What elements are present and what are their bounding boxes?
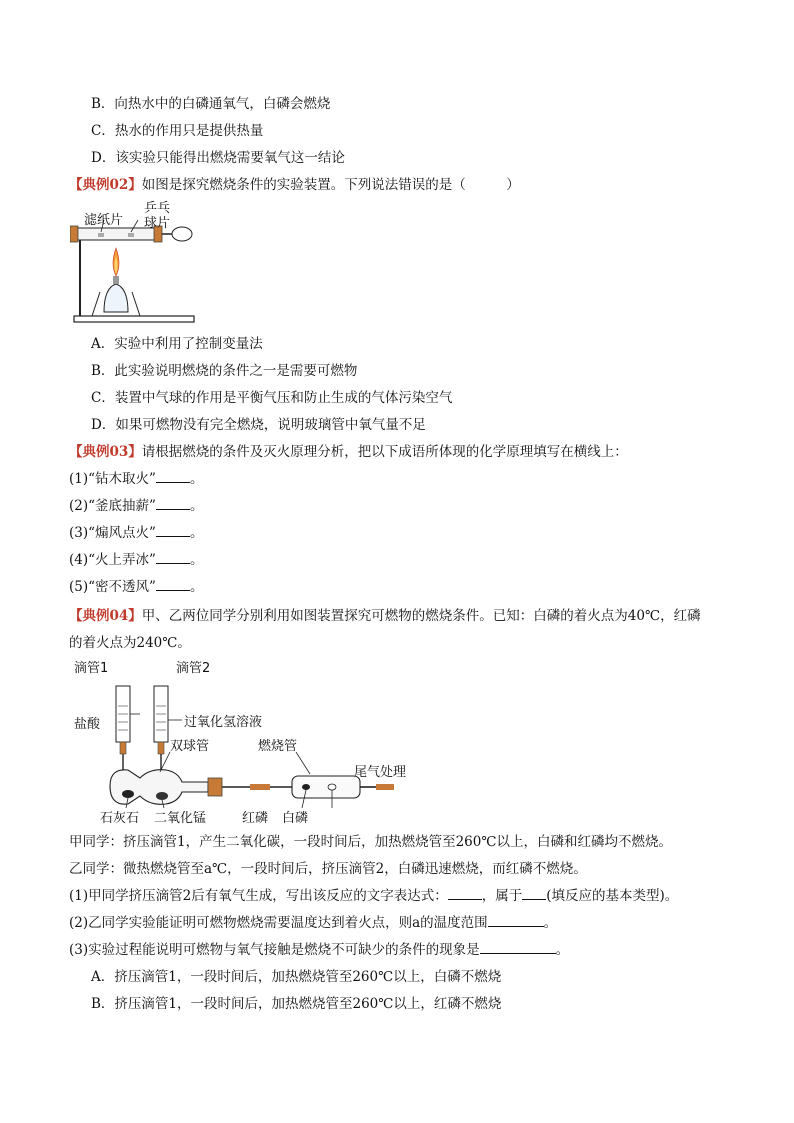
q04-part-3-end: 。 [555, 942, 570, 958]
q03-item-5-text: (5)“密不透风” [69, 579, 156, 595]
q04-part-2 [69, 914, 557, 932]
q03-item-1-end: 。 [189, 471, 204, 487]
q03-item-2-end: 。 [189, 498, 204, 514]
q02-apparatus-figure [70, 200, 200, 328]
q04-fig-h2o2: 过氧化氢溶液 [184, 715, 263, 730]
q02-tag: 【典例02】 [69, 177, 142, 193]
q02-fig-label-filter: 滤纸片 [84, 213, 124, 228]
q04-part-1-text-a: (1)甲同学挤压滴管2后有氧气生成，写出该反应的文字表达式： [69, 888, 448, 904]
q03-item-5 [69, 578, 203, 596]
q04-yi: 乙同学：微热燃烧管至a℃，一段时间后，挤压滴管2，白磷迅速燃烧，而红磷不燃烧。 [69, 861, 587, 877]
q04-option-a: A．挤压滴管1，一段时间后，加热燃烧管至260℃以上，白磷不燃烧 [91, 969, 502, 985]
q03-item-3-end: 。 [189, 525, 204, 541]
q04-fig-white-p: 白磷 [282, 811, 309, 826]
q04-fig-limestone: 石灰石 [100, 811, 140, 826]
q04-fig-red-p: 红磷 [242, 811, 269, 826]
q04-stem-line-2: 的着火点为240℃。 [69, 635, 191, 651]
q04-fig-dropper2: 滴管2 [176, 661, 211, 676]
q04-stem-1: 甲、乙两位同学分别利用如图装置探究可燃物的燃烧条件。已知：白磷的着火点为40℃，红磷 [141, 608, 701, 624]
q04-fig-double-bulb: 双球管 [170, 739, 210, 754]
q02-option-b: B．此实验说明燃烧的条件之一是需要可燃物 [91, 363, 358, 379]
q03-stem-line [69, 443, 628, 461]
q03-item-4 [69, 551, 203, 569]
q02-stem-line [69, 176, 520, 194]
q03-item-2 [69, 497, 203, 515]
q02-option-d: D．如果可燃物没有完全燃烧，说明玻璃管中氧气量不足 [91, 417, 426, 433]
q01-option-c: C．热水的作用只是提供热量 [91, 123, 264, 139]
q04-option-b: B．挤压滴管1，一段时间后，加热燃烧管至260℃以上，红磷不燃烧 [91, 996, 502, 1012]
q03-stem: 请根据燃烧的条件及灭火原理分析，把以下成语所体现的化学原理填写在横线上： [141, 444, 628, 460]
q03-blank-4[interactable] [156, 551, 190, 564]
q04-blank-3[interactable] [480, 941, 556, 954]
q04-part-2-text: (2)乙同学实验能证明可燃物燃烧需要温度达到着火点，则a的温度范围 [69, 915, 488, 931]
q04-fig-mno2: 二氧化锰 [154, 811, 207, 826]
q03-item-3 [69, 524, 203, 542]
q04-part-3-text: (3)实验过程能说明可燃物与氧气接触是燃烧不可缺少的条件的现象是 [69, 942, 480, 958]
q04-fig-dropper1: 滴管1 [74, 661, 109, 676]
q01-option-d: D．该实验只能得出燃烧需要氧气这一结论 [91, 150, 345, 166]
q04-blank-1b[interactable] [522, 887, 546, 900]
q02-option-a: A．实验中利用了控制变量法 [91, 336, 263, 352]
q03-blank-5[interactable] [156, 578, 190, 591]
q02-fig-label-pingpong-2: 球片 [144, 216, 171, 231]
q04-stem-line-1 [69, 607, 701, 625]
q03-item-1 [69, 470, 203, 488]
q03-tag: 【典例03】 [69, 444, 142, 460]
q03-item-5-end: 。 [189, 579, 204, 595]
q02-fig-label-pingpong-1: 乒乓 [144, 201, 171, 216]
q04-fig-hcl: 盐酸 [74, 717, 101, 732]
q02-stem: 如图是探究燃烧条件的实验装置。下列说法错误的是（ ） [141, 177, 520, 193]
q02-option-c: C．装置中气球的作用是平衡气压和防止生成的气体污染空气 [91, 390, 453, 406]
q03-blank-1[interactable] [156, 470, 190, 483]
q04-fig-burn-tube: 燃烧管 [258, 739, 298, 754]
q01-option-b: B．向热水中的白磷通氧气，白磷会燃烧 [91, 96, 331, 112]
q03-item-3-text: (3)“煽风点火” [69, 525, 156, 541]
q04-blank-2[interactable] [488, 914, 544, 927]
q04-fig-tail: 尾气处理 [354, 765, 407, 780]
q03-item-2-text: (2)“釜底抽薪” [69, 498, 156, 514]
q04-blank-1a[interactable] [448, 887, 482, 900]
q04-tag: 【典例04】 [69, 608, 142, 624]
q04-part-1-text-c: (填反应的基本类型)。 [546, 888, 679, 904]
q04-part-2-end: 。 [543, 915, 558, 931]
q03-item-4-end: 。 [189, 552, 204, 568]
q03-item-1-text: (1)“钻木取火” [69, 471, 156, 487]
q04-part-1 [69, 887, 678, 905]
q04-part-3 [69, 941, 569, 959]
q04-apparatus-figure [70, 656, 420, 826]
q03-blank-3[interactable] [156, 524, 190, 537]
q03-blank-2[interactable] [156, 497, 190, 510]
q04-jia: 甲同学：挤压滴管1，产生二氧化碳，一段时间后，加热燃烧管至260℃以上，白磷和红磷均不燃烧。 [69, 834, 672, 850]
q04-part-1-text-b: ，属于 [481, 888, 523, 904]
q03-item-4-text: (4)“火上弄冰” [69, 552, 156, 568]
